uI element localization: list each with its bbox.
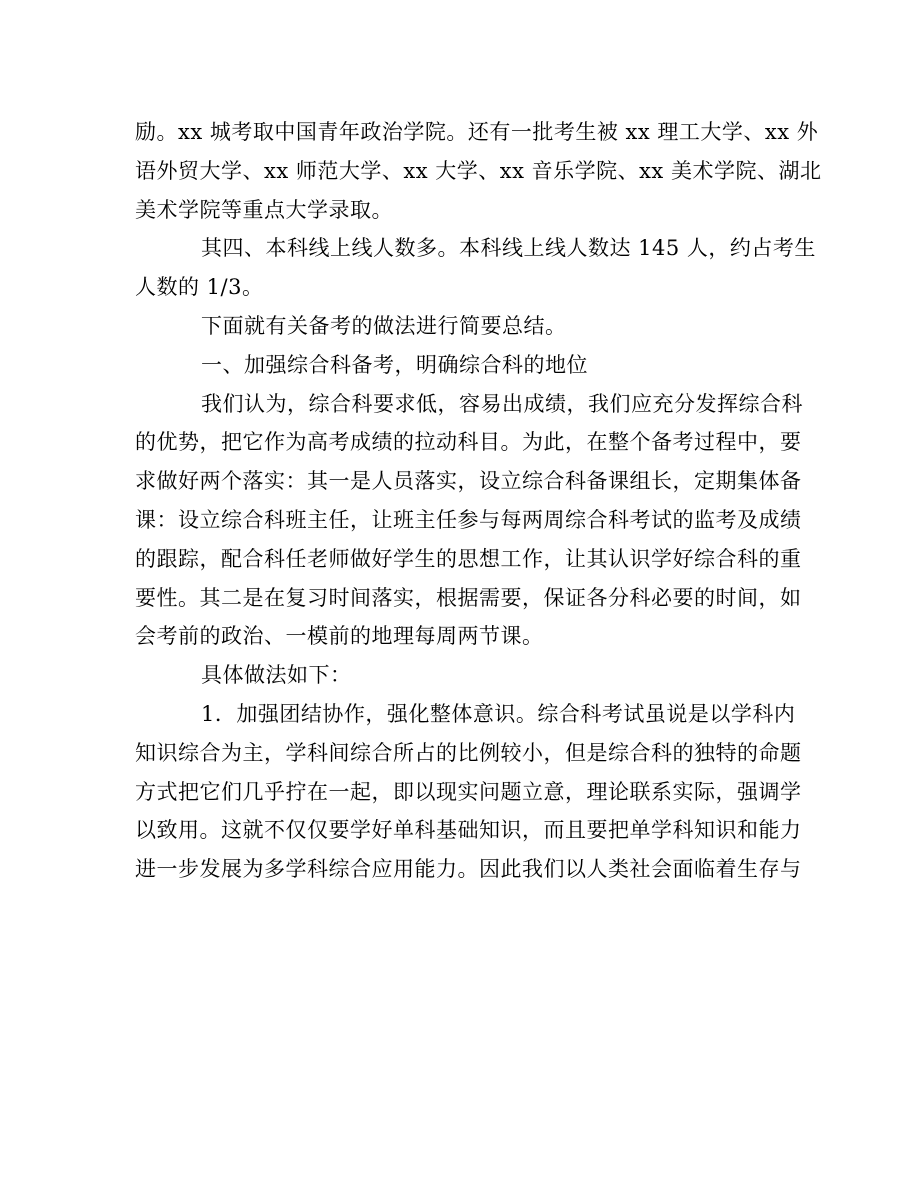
text-line: 具体做法如下：: [201, 663, 352, 688]
text-line: 的跟踪，配合科任老师做好学生的思想工作，让其认识学好综合科的重: [135, 546, 802, 571]
text-line: 知识综合为主，学科间综合所占的比例较小，但是综合科的独特的命题: [135, 740, 802, 765]
text-line: 我们认为，综合科要求低，容易出成绩，我们应充分发挥综合科: [201, 391, 803, 416]
text-line: 以致用。这就不仅仅要学好单科基础知识，而且要把单学科知识和能力: [135, 818, 802, 843]
text-line: 会考前的政治、一模前的地理每周两节课。: [135, 624, 544, 649]
text-line: 方式把它们几乎拧在一起，即以现实问题立意，理论联系实际，强调学: [135, 779, 802, 804]
text-line: 求做好两个落实：其一是人员落实，设立综合科备课组长，定期集体备: [135, 469, 802, 494]
text-line: 课：设立综合科班主任，让班主任参与每两周综合科考试的监考及成绩: [135, 507, 802, 532]
text-line: 励。xx 城考取中国青年政治学院。还有一批考生被 xx 理工大学、xx 外: [135, 120, 819, 144]
text-line: 进一步发展为多学科综合应用能力。因此我们以人类社会面临着生存与: [135, 857, 802, 882]
text-line: 下面就有关备考的做法进行简要总结。: [201, 313, 567, 338]
text-line: 人数的 1/3。: [135, 275, 264, 300]
text-line: 语外贸大学、xx 师范大学、xx 大学、xx 音乐学院、xx 美术学院、湖北: [135, 158, 822, 183]
text-line: 一、加强综合科备考，明确综合科的地位: [201, 352, 588, 377]
text-line: 要性。其二是在复习时间落实，根据需要，保证各分科必要的时间，如: [135, 585, 802, 610]
text-line: 的优势，把它作为高考成绩的拉动科目。为此，在整个备考过程中，要: [135, 430, 802, 455]
document-body: [135, 113, 822, 889]
text-line: 1．加强团结协作，强化整体意识。综合科考试虽说是以学科内: [201, 701, 796, 726]
text-line: 美术学院等重点大学录取。: [135, 197, 393, 222]
text-line: 其四、本科线上线人数多。本科线上线人数达 145 人，约占考生: [201, 236, 816, 261]
